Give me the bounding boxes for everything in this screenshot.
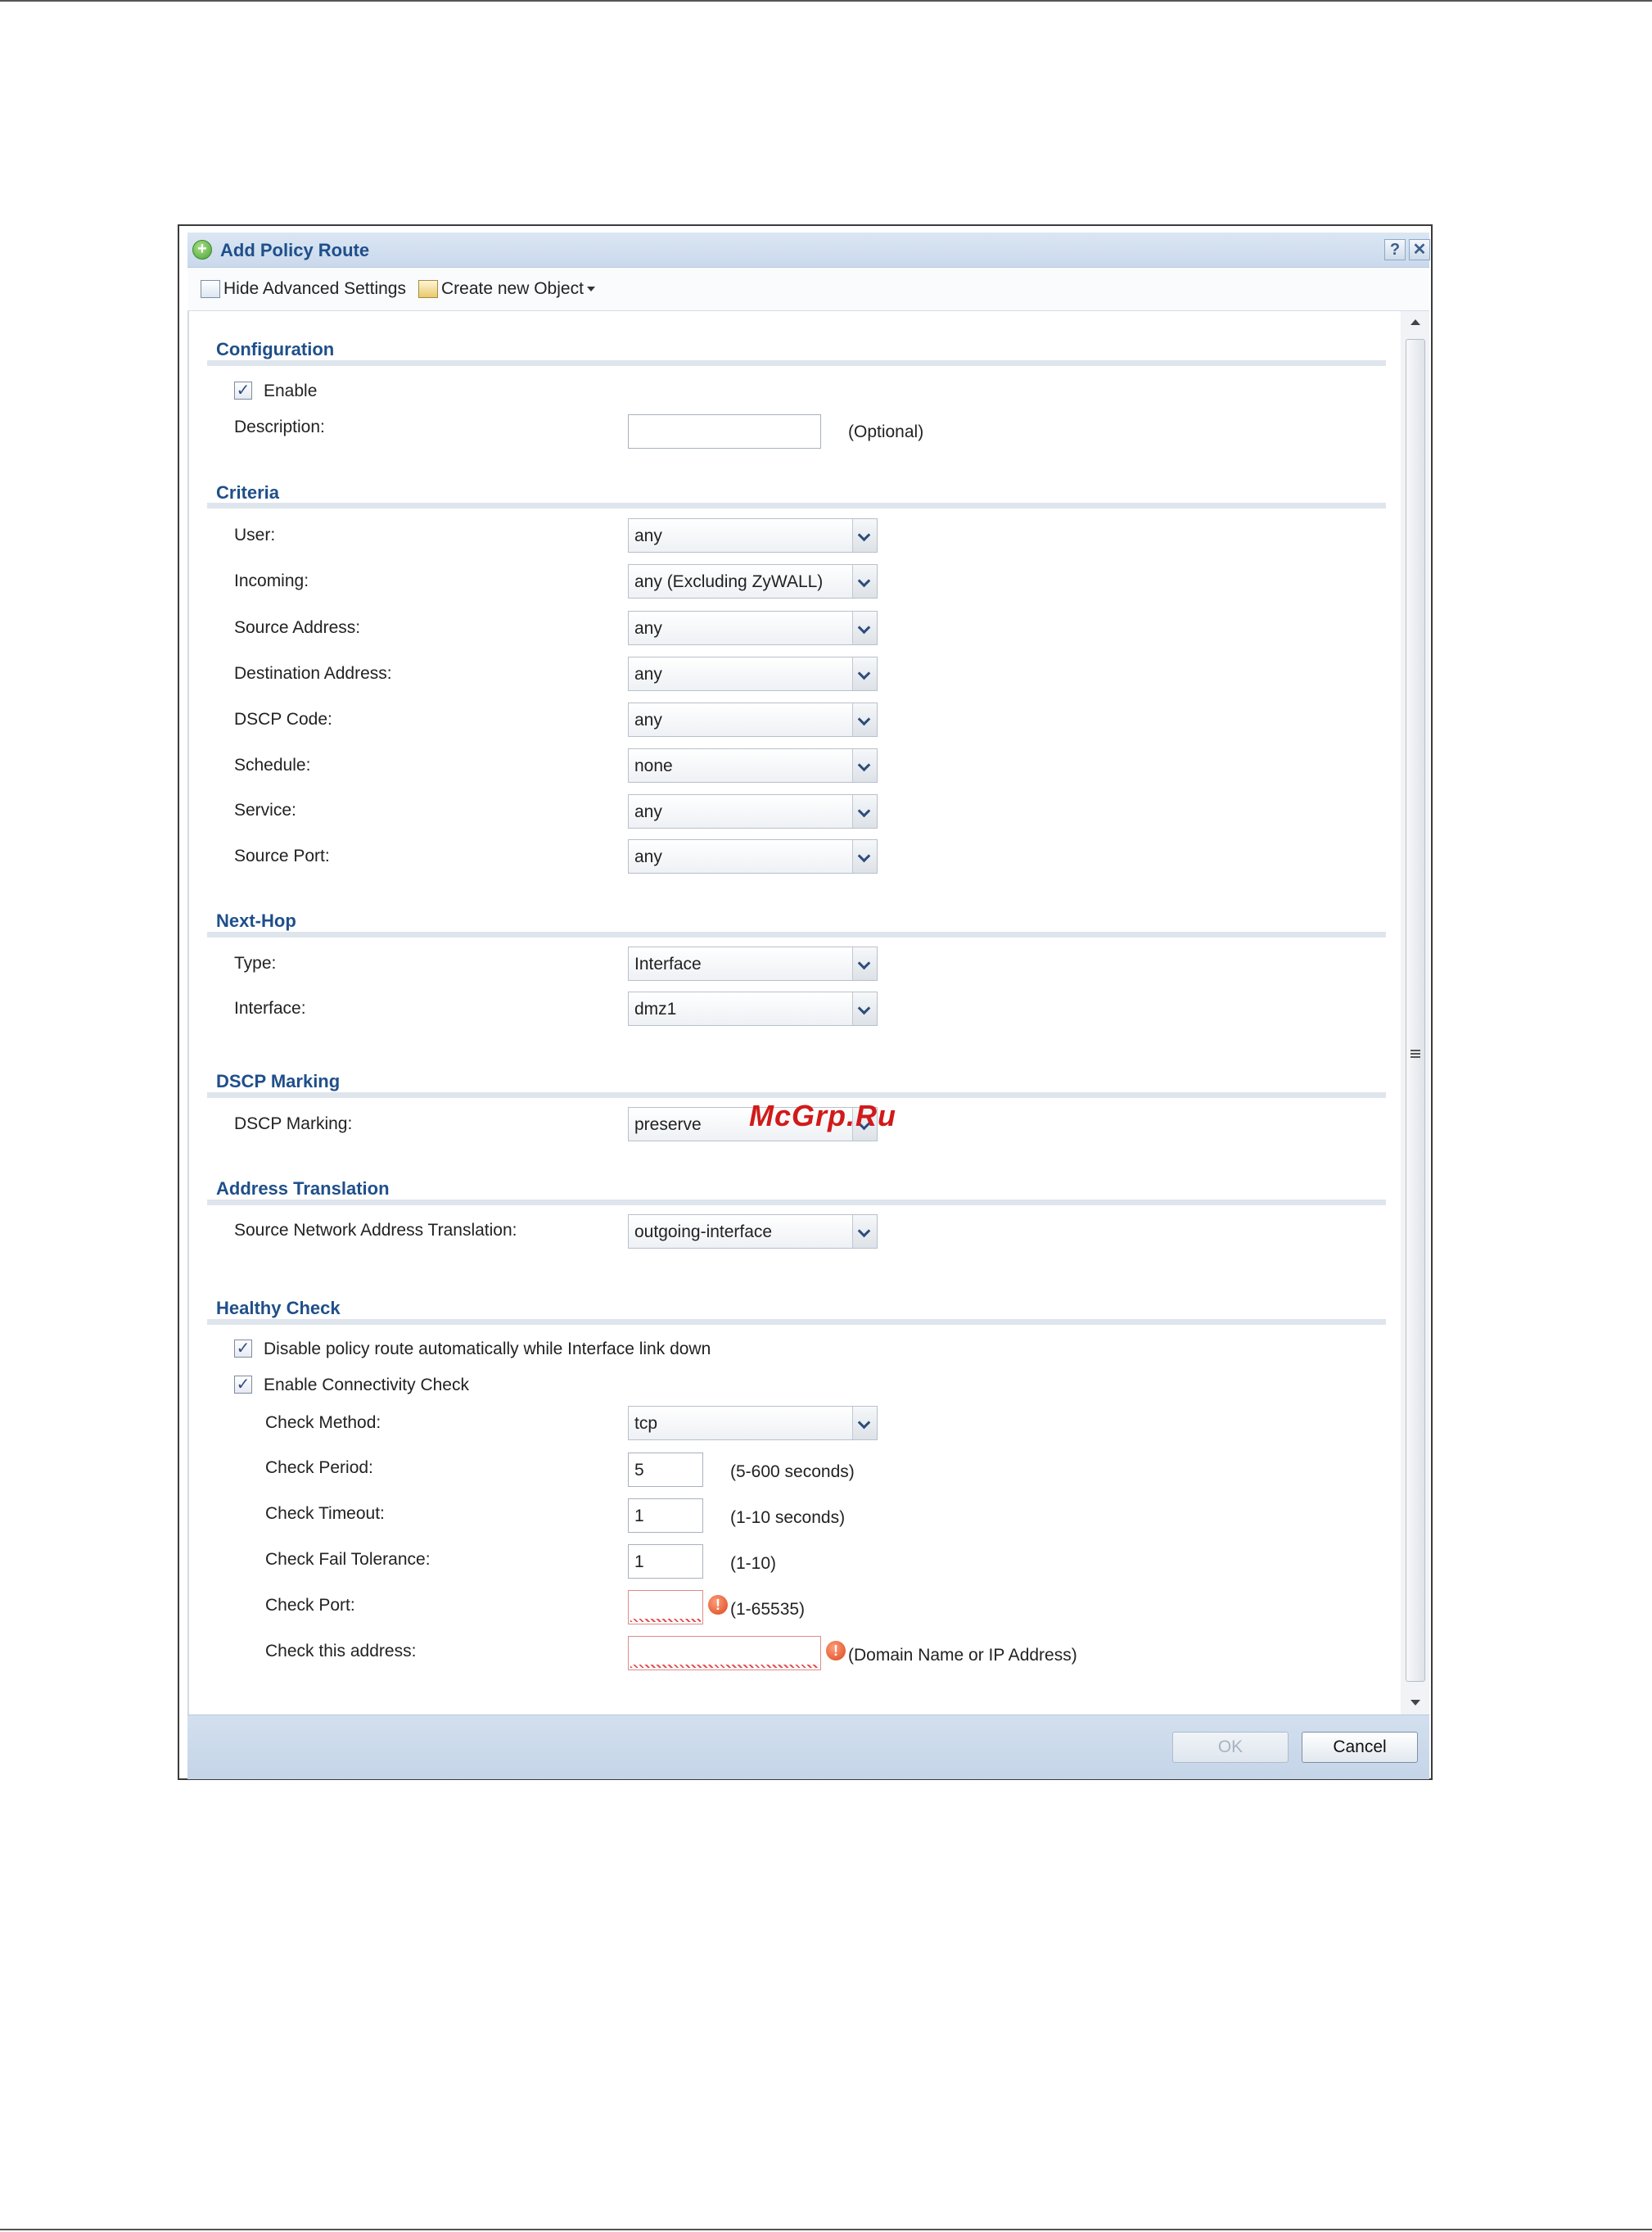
description-hint: (Optional) bbox=[848, 422, 924, 441]
checkmark-icon: ✓ bbox=[236, 1376, 251, 1394]
chevron-down-icon[interactable] bbox=[852, 947, 877, 980]
section-healthy-check-heading: Healthy Check bbox=[216, 1298, 341, 1318]
schedule-label: Schedule: bbox=[234, 756, 311, 775]
enable-label: Enable bbox=[264, 382, 318, 400]
section-divider bbox=[207, 1200, 1386, 1205]
check-method-select[interactable]: tcp bbox=[628, 1406, 878, 1440]
destination-address-label: Destination Address: bbox=[234, 664, 392, 683]
check-fail-tolerance-input[interactable]: 1 bbox=[628, 1544, 703, 1579]
check-fail-tolerance-hint: (1-10) bbox=[730, 1554, 777, 1573]
snat-select[interactable]: outgoing-interface bbox=[628, 1214, 878, 1249]
section-dscp-marking-heading: DSCP Marking bbox=[216, 1071, 341, 1091]
hide-advanced-settings-button[interactable] bbox=[201, 278, 406, 300]
hide-advanced-settings-label: Hide Advanced Settings bbox=[223, 279, 406, 298]
page-bottom-rule bbox=[0, 2229, 1652, 2230]
dscp-code-label: DSCP Code: bbox=[234, 710, 332, 729]
settings-list-icon bbox=[201, 280, 220, 298]
ok-button[interactable]: OK bbox=[1172, 1732, 1289, 1763]
snat-label: Source Network Address Translation: bbox=[234, 1221, 517, 1240]
source-port-label: Source Port: bbox=[234, 847, 330, 865]
check-period-label: Check Period: bbox=[265, 1458, 373, 1477]
dialog-title: Add Policy Route bbox=[220, 240, 370, 260]
dscp-code-select[interactable]: any bbox=[628, 703, 878, 737]
dialog-titlebar bbox=[187, 233, 1429, 268]
destination-address-select[interactable]: any bbox=[628, 657, 878, 691]
check-period-input[interactable]: 5 bbox=[628, 1453, 703, 1487]
scrollbar-thumb[interactable] bbox=[1406, 339, 1425, 1682]
check-fail-tolerance-label: Check Fail Tolerance: bbox=[265, 1550, 431, 1569]
create-new-object-button[interactable] bbox=[418, 278, 595, 300]
dialog-toolbar bbox=[187, 268, 1429, 311]
section-divider bbox=[207, 1319, 1386, 1325]
interface-select[interactable]: dmz1 bbox=[628, 992, 878, 1026]
dropdown-caret-icon bbox=[587, 287, 595, 291]
dialog-footer bbox=[187, 1715, 1429, 1779]
chevron-down-icon[interactable] bbox=[852, 840, 877, 873]
close-icon: ✕ bbox=[1412, 241, 1427, 259]
close-button[interactable] bbox=[1409, 239, 1430, 260]
check-timeout-input[interactable]: 1 bbox=[628, 1498, 703, 1533]
source-address-select[interactable]: any bbox=[628, 611, 878, 645]
help-button[interactable]: ? bbox=[1384, 239, 1406, 260]
enable-connectivity-checkbox[interactable] bbox=[234, 1376, 252, 1394]
source-port-select[interactable]: any bbox=[628, 839, 878, 874]
incoming-select[interactable]: any (Excluding ZyWALL) bbox=[628, 564, 878, 599]
service-label: Service: bbox=[234, 801, 296, 820]
description-label: Description: bbox=[234, 418, 325, 436]
section-divider bbox=[207, 503, 1386, 508]
error-icon: ! bbox=[826, 1641, 846, 1660]
chevron-down-icon[interactable] bbox=[852, 519, 877, 552]
error-icon: ! bbox=[708, 1595, 728, 1615]
scroll-up-arrow-icon[interactable] bbox=[1411, 319, 1420, 325]
user-select[interactable]: any bbox=[628, 518, 878, 553]
chevron-down-icon[interactable] bbox=[852, 749, 877, 782]
check-port-hint: (1-65535) bbox=[730, 1600, 806, 1619]
check-address-hint: (Domain Name or IP Address) bbox=[848, 1646, 1077, 1665]
chevron-down-icon[interactable] bbox=[852, 1215, 877, 1248]
type-label: Type: bbox=[234, 954, 277, 973]
check-address-input[interactable] bbox=[628, 1636, 821, 1670]
enable-connectivity-label: Enable Connectivity Check bbox=[264, 1376, 469, 1394]
schedule-select[interactable]: none bbox=[628, 748, 878, 783]
check-port-label: Check Port: bbox=[265, 1596, 355, 1615]
check-period-hint: (5-600 seconds) bbox=[730, 1462, 855, 1481]
chevron-down-icon[interactable] bbox=[852, 565, 877, 598]
description-input[interactable] bbox=[628, 414, 821, 449]
chevron-down-icon[interactable] bbox=[852, 795, 877, 828]
section-divider bbox=[207, 1092, 1386, 1098]
check-port-input[interactable] bbox=[628, 1590, 703, 1624]
object-icon bbox=[418, 280, 438, 298]
dscp-marking-select[interactable]: preserve bbox=[628, 1107, 878, 1141]
section-configuration-heading: Configuration bbox=[216, 339, 335, 359]
next-hop-type-select[interactable]: Interface bbox=[628, 947, 878, 981]
source-address-label: Source Address: bbox=[234, 618, 361, 637]
create-new-object-label: Create new Object bbox=[441, 279, 584, 298]
section-address-translation-heading: Address Translation bbox=[216, 1178, 390, 1199]
scrollbar-grip-icon bbox=[1411, 1050, 1420, 1058]
chevron-down-icon[interactable] bbox=[852, 612, 877, 644]
scroll-down-arrow-icon[interactable] bbox=[1411, 1700, 1420, 1706]
watermark: McGrp.Ru bbox=[749, 1099, 897, 1132]
chevron-down-icon[interactable] bbox=[852, 992, 877, 1025]
vertical-scrollbar[interactable] bbox=[1401, 311, 1429, 1715]
section-criteria-heading: Criteria bbox=[216, 482, 280, 503]
chevron-down-icon[interactable] bbox=[852, 703, 877, 736]
page-top-rule bbox=[0, 0, 1652, 2]
checkmark-icon: ✓ bbox=[236, 1340, 251, 1358]
chevron-down-icon[interactable] bbox=[852, 1407, 877, 1439]
disable-route-label: Disable policy route automatically while Interface link down bbox=[264, 1340, 711, 1358]
section-next-hop-heading: Next-Hop bbox=[216, 910, 296, 931]
check-method-label: Check Method: bbox=[265, 1413, 381, 1432]
user-label: User: bbox=[234, 526, 276, 544]
interface-label: Interface: bbox=[234, 999, 306, 1018]
dscp-marking-label: DSCP Marking: bbox=[234, 1114, 353, 1133]
service-select[interactable]: any bbox=[628, 794, 878, 829]
add-icon: + bbox=[192, 240, 212, 260]
checkmark-icon: ✓ bbox=[236, 382, 251, 400]
check-timeout-label: Check Timeout: bbox=[265, 1504, 385, 1523]
enable-checkbox[interactable] bbox=[234, 382, 252, 400]
cancel-button[interactable]: Cancel bbox=[1302, 1732, 1418, 1763]
incoming-label: Incoming: bbox=[234, 572, 309, 590]
section-divider bbox=[207, 360, 1386, 366]
check-timeout-hint: (1-10 seconds) bbox=[730, 1508, 846, 1527]
section-divider bbox=[207, 932, 1386, 938]
chevron-down-icon[interactable] bbox=[852, 657, 877, 690]
check-address-label: Check this address: bbox=[265, 1642, 417, 1660]
disable-route-checkbox[interactable] bbox=[234, 1340, 252, 1358]
